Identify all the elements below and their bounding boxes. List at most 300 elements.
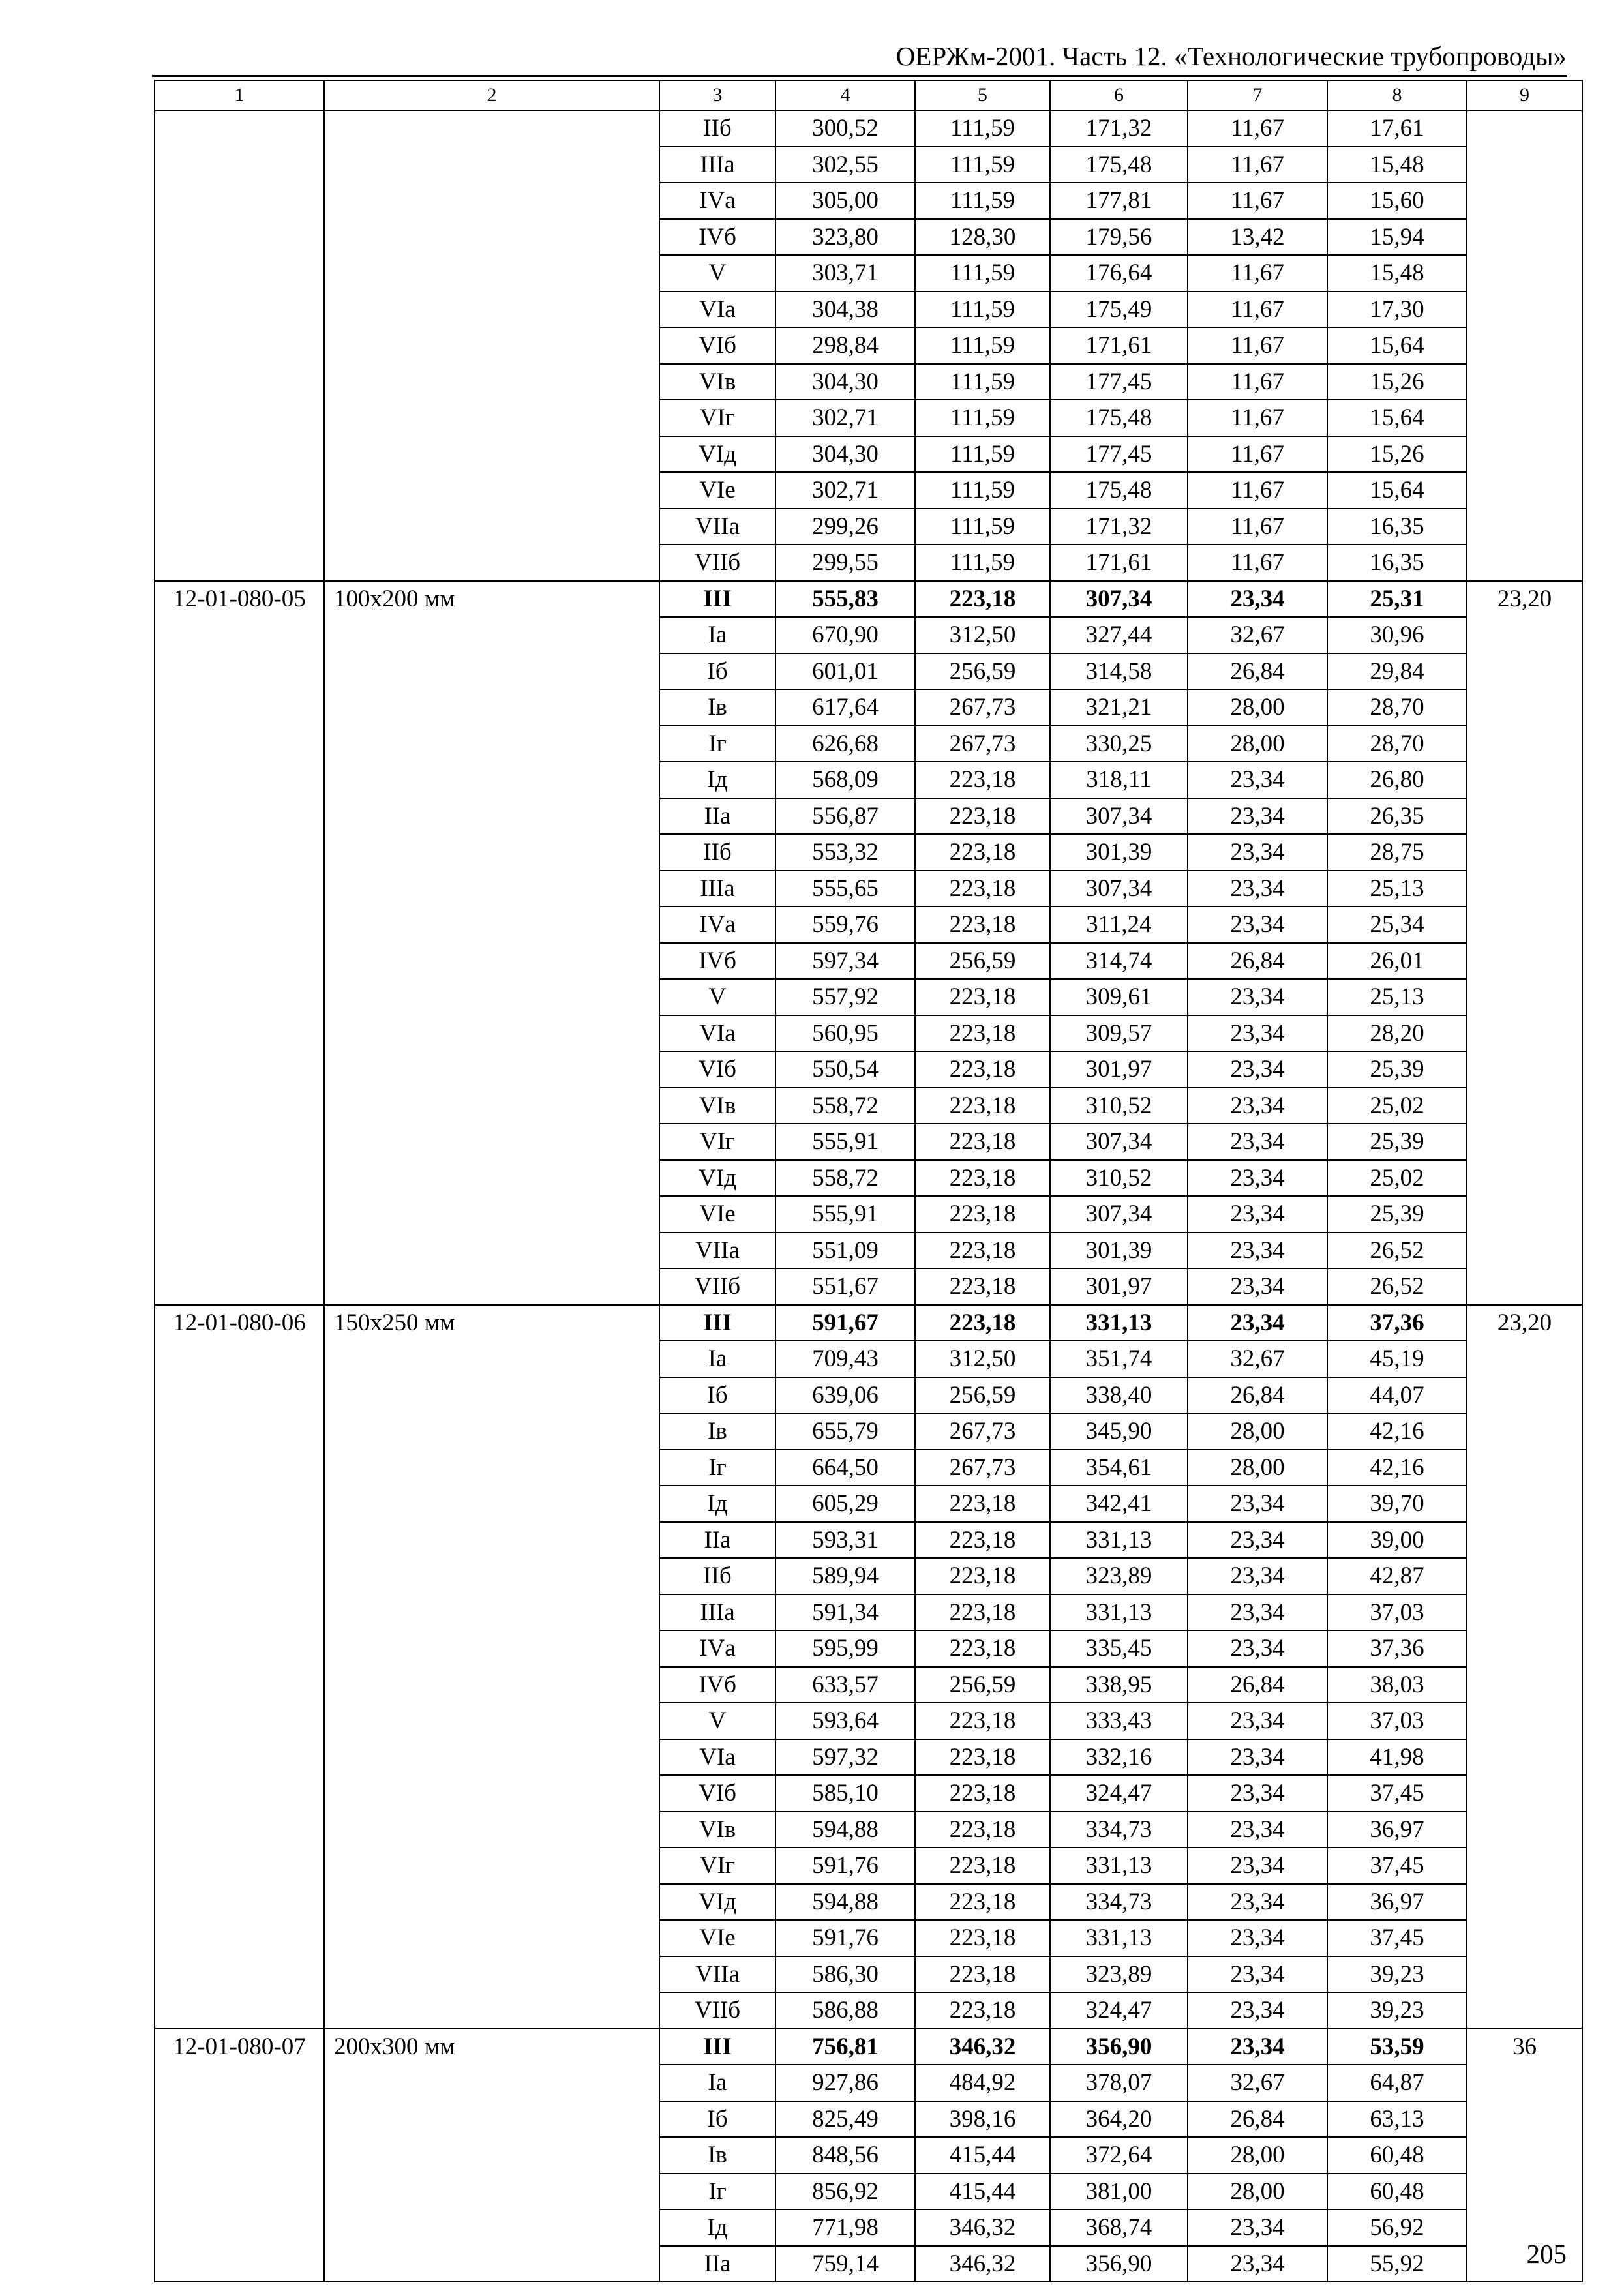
value-cell: 267,73: [915, 689, 1050, 726]
value-cell: 323,89: [1050, 1956, 1188, 1993]
value-cell: 37,36: [1327, 1305, 1467, 1341]
value-cell: 331,13: [1050, 1848, 1188, 1884]
value-cell: 15,94: [1327, 219, 1467, 256]
value-cell: 589,94: [775, 1558, 915, 1594]
value-cell: 848,56: [775, 2137, 915, 2174]
value-cell: 111,59: [915, 183, 1050, 219]
value-cell: 28,00: [1188, 2137, 1327, 2174]
value-cell: 23,34: [1188, 1630, 1327, 1667]
value-cell: 301,39: [1050, 834, 1188, 871]
value-cell: 331,13: [1050, 1920, 1188, 1956]
value-cell: 11,67: [1188, 147, 1327, 183]
value-cell: 330,25: [1050, 726, 1188, 762]
value-cell: 771,98: [775, 2209, 915, 2246]
value-cell: 551,09: [775, 1233, 915, 1269]
value-cell: 591,76: [775, 1848, 915, 1884]
variant-cell: IIа: [659, 1522, 775, 1559]
value-cell: 327,44: [1050, 617, 1188, 653]
col9-cell: 36: [1467, 2029, 1582, 2282]
value-cell: 927,86: [775, 2065, 915, 2101]
value-cell: 111,59: [915, 545, 1050, 581]
value-cell: 23,34: [1188, 2209, 1327, 2246]
value-cell: 11,67: [1188, 255, 1327, 292]
value-cell: 335,45: [1050, 1630, 1188, 1667]
value-cell: 356,90: [1050, 2246, 1188, 2282]
value-cell: 23,34: [1188, 979, 1327, 1015]
value-cell: 301,39: [1050, 1233, 1188, 1269]
value-cell: 26,35: [1327, 798, 1467, 835]
variant-cell: Iб: [659, 1377, 775, 1414]
variant-cell: Iд: [659, 762, 775, 798]
variant-cell: IIа: [659, 2246, 775, 2282]
value-cell: 364,20: [1050, 2101, 1188, 2138]
value-cell: 633,57: [775, 1667, 915, 1703]
value-cell: 372,64: [1050, 2137, 1188, 2174]
value-cell: 28,00: [1188, 1413, 1327, 1450]
variant-cell: V: [659, 1703, 775, 1739]
variant-cell: VIе: [659, 1920, 775, 1956]
value-cell: 664,50: [775, 1450, 915, 1486]
value-cell: 41,98: [1327, 1739, 1467, 1776]
value-cell: 223,18: [915, 906, 1050, 943]
value-cell: 605,29: [775, 1486, 915, 1522]
table-row: [155, 110, 1582, 147]
value-cell: 32,67: [1188, 1341, 1327, 1377]
variant-cell: VIIа: [659, 1233, 775, 1269]
value-cell: 15,26: [1327, 436, 1467, 473]
value-cell: 23,34: [1188, 581, 1327, 618]
value-cell: 223,18: [915, 1703, 1050, 1739]
column-header: 4: [775, 80, 915, 110]
value-cell: 556,87: [775, 798, 915, 835]
value-cell: 756,81: [775, 2029, 915, 2065]
value-cell: 60,48: [1327, 2174, 1467, 2210]
value-cell: 23,34: [1188, 1268, 1327, 1305]
value-cell: 23,34: [1188, 1088, 1327, 1124]
value-cell: 223,18: [915, 871, 1050, 907]
value-cell: 28,20: [1327, 1015, 1467, 1052]
value-cell: 23,34: [1188, 1522, 1327, 1559]
value-cell: 601,01: [775, 653, 915, 690]
value-cell: 267,73: [915, 1413, 1050, 1450]
value-cell: 312,50: [915, 1341, 1050, 1377]
value-cell: 594,88: [775, 1812, 915, 1848]
value-cell: 42,87: [1327, 1558, 1467, 1594]
value-cell: 351,74: [1050, 1341, 1188, 1377]
variant-cell: III: [659, 581, 775, 618]
rate-code-cell: 12-01-080-05: [155, 581, 324, 1305]
variant-cell: IIа: [659, 798, 775, 835]
value-cell: 307,34: [1050, 1196, 1188, 1233]
value-cell: 346,32: [915, 2246, 1050, 2282]
column-header: 6: [1050, 80, 1188, 110]
value-cell: 23,34: [1188, 1884, 1327, 1921]
value-cell: 26,01: [1327, 943, 1467, 980]
value-cell: 223,18: [915, 1992, 1050, 2029]
header-rule: [152, 75, 1567, 77]
value-cell: 307,34: [1050, 1124, 1188, 1160]
value-cell: 26,52: [1327, 1233, 1467, 1269]
value-cell: 17,61: [1327, 110, 1467, 147]
variant-cell: Iа: [659, 617, 775, 653]
value-cell: 223,18: [915, 1739, 1050, 1776]
value-cell: 177,81: [1050, 183, 1188, 219]
value-cell: 36,97: [1327, 1812, 1467, 1848]
column-header: 8: [1327, 80, 1467, 110]
variant-cell: VIд: [659, 436, 775, 473]
value-cell: 267,73: [915, 726, 1050, 762]
value-cell: 23,34: [1188, 1848, 1327, 1884]
value-cell: 26,84: [1188, 653, 1327, 690]
value-cell: 111,59: [915, 147, 1050, 183]
value-cell: 305,00: [775, 183, 915, 219]
value-cell: 23,34: [1188, 1160, 1327, 1197]
value-cell: 311,24: [1050, 906, 1188, 943]
value-cell: 23,34: [1188, 2029, 1327, 2065]
value-cell: 223,18: [915, 1015, 1050, 1052]
value-cell: 32,67: [1188, 2065, 1327, 2101]
value-cell: 378,07: [1050, 2065, 1188, 2101]
value-cell: 44,07: [1327, 1377, 1467, 1414]
value-cell: 23,34: [1188, 1486, 1327, 1522]
value-cell: 23,34: [1188, 1124, 1327, 1160]
value-cell: 111,59: [915, 400, 1050, 436]
value-cell: 346,32: [915, 2209, 1050, 2246]
value-cell: 23,34: [1188, 798, 1327, 835]
value-cell: 37,45: [1327, 1920, 1467, 1956]
value-cell: 28,70: [1327, 689, 1467, 726]
value-cell: 555,65: [775, 871, 915, 907]
value-cell: 558,72: [775, 1160, 915, 1197]
value-cell: 310,52: [1050, 1088, 1188, 1124]
value-cell: 626,68: [775, 726, 915, 762]
value-cell: 23,34: [1188, 1594, 1327, 1631]
value-cell: 23,34: [1188, 1558, 1327, 1594]
variant-cell: VIг: [659, 400, 775, 436]
variant-cell: VIIб: [659, 1992, 775, 2029]
value-cell: 597,34: [775, 943, 915, 980]
value-cell: 331,13: [1050, 1594, 1188, 1631]
value-cell: 301,97: [1050, 1051, 1188, 1088]
value-cell: 223,18: [915, 1630, 1050, 1667]
value-cell: 558,72: [775, 1088, 915, 1124]
value-cell: 23,34: [1188, 1920, 1327, 1956]
value-cell: 301,97: [1050, 1268, 1188, 1305]
value-cell: 23,34: [1188, 1992, 1327, 2029]
value-cell: 37,03: [1327, 1594, 1467, 1631]
value-cell: 398,16: [915, 2101, 1050, 2138]
variant-cell: IIб: [659, 110, 775, 147]
value-cell: 23,34: [1188, 1233, 1327, 1269]
value-cell: 25,02: [1327, 1088, 1467, 1124]
value-cell: 11,67: [1188, 364, 1327, 400]
value-cell: 586,30: [775, 1956, 915, 1993]
value-cell: 332,16: [1050, 1739, 1188, 1776]
value-cell: 267,73: [915, 1450, 1050, 1486]
value-cell: 356,90: [1050, 2029, 1188, 2065]
value-cell: 312,50: [915, 617, 1050, 653]
pipe-size-cell: 150х250 мм: [324, 1305, 659, 2029]
value-cell: 15,48: [1327, 255, 1467, 292]
column-header: 5: [915, 80, 1050, 110]
variant-cell: IIIа: [659, 147, 775, 183]
variant-cell: IIб: [659, 834, 775, 871]
value-cell: 593,31: [775, 1522, 915, 1559]
value-cell: 300,52: [775, 110, 915, 147]
variant-cell: Iа: [659, 1341, 775, 1377]
value-cell: 323,80: [775, 219, 915, 256]
value-cell: 63,13: [1327, 2101, 1467, 2138]
value-cell: 25,39: [1327, 1051, 1467, 1088]
value-cell: 302,55: [775, 147, 915, 183]
value-cell: 37,03: [1327, 1703, 1467, 1739]
value-cell: 303,71: [775, 255, 915, 292]
variant-cell: IVб: [659, 219, 775, 256]
value-cell: 171,32: [1050, 110, 1188, 147]
value-cell: 175,48: [1050, 400, 1188, 436]
value-cell: 223,18: [915, 1522, 1050, 1559]
table-row: [155, 2029, 1582, 2065]
variant-cell: IVб: [659, 943, 775, 980]
value-cell: 177,45: [1050, 364, 1188, 400]
value-cell: 368,74: [1050, 2209, 1188, 2246]
variant-cell: VIIа: [659, 509, 775, 545]
value-cell: 639,06: [775, 1377, 915, 1414]
variant-cell: VIг: [659, 1848, 775, 1884]
variant-cell: Iа: [659, 2065, 775, 2101]
column-header-row: [155, 80, 1582, 110]
value-cell: 555,83: [775, 581, 915, 618]
value-cell: 323,89: [1050, 1558, 1188, 1594]
value-cell: 591,76: [775, 1920, 915, 1956]
variant-cell: VIа: [659, 292, 775, 328]
pipe-size-cell: 200х300 мм: [324, 2029, 659, 2282]
value-cell: 11,67: [1188, 292, 1327, 328]
rate-code-cell: 12-01-080-06: [155, 1305, 324, 2029]
value-cell: 223,18: [915, 1124, 1050, 1160]
value-cell: 11,67: [1188, 327, 1327, 364]
table-row: [155, 581, 1582, 618]
variant-cell: VIIа: [659, 1956, 775, 1993]
value-cell: 559,76: [775, 906, 915, 943]
rate-code-cell: 12-01-080-07: [155, 2029, 324, 2282]
variant-cell: V: [659, 255, 775, 292]
value-cell: 324,47: [1050, 1992, 1188, 2029]
value-cell: 16,35: [1327, 509, 1467, 545]
value-cell: 309,57: [1050, 1015, 1188, 1052]
value-cell: 597,32: [775, 1739, 915, 1776]
value-cell: 331,13: [1050, 1305, 1188, 1341]
value-cell: 37,45: [1327, 1848, 1467, 1884]
value-cell: 28,00: [1188, 2174, 1327, 2210]
value-cell: 299,55: [775, 545, 915, 581]
value-cell: 256,59: [915, 1377, 1050, 1414]
value-cell: 28,00: [1188, 726, 1327, 762]
value-cell: 11,67: [1188, 110, 1327, 147]
variant-cell: VIIб: [659, 545, 775, 581]
value-cell: 415,44: [915, 2137, 1050, 2174]
value-cell: 759,14: [775, 2246, 915, 2282]
value-cell: 568,09: [775, 762, 915, 798]
value-cell: 11,67: [1188, 509, 1327, 545]
value-cell: 555,91: [775, 1124, 915, 1160]
value-cell: 591,67: [775, 1305, 915, 1341]
value-cell: 298,84: [775, 327, 915, 364]
variant-cell: VIб: [659, 1051, 775, 1088]
variant-cell: III: [659, 2029, 775, 2065]
value-cell: 175,48: [1050, 147, 1188, 183]
value-cell: 15,26: [1327, 364, 1467, 400]
column-header: 1: [155, 80, 324, 110]
variant-cell: VIа: [659, 1015, 775, 1052]
value-cell: 856,92: [775, 2174, 915, 2210]
value-cell: 25,39: [1327, 1196, 1467, 1233]
value-cell: 223,18: [915, 1812, 1050, 1848]
variant-cell: Iд: [659, 1486, 775, 1522]
value-cell: 28,00: [1188, 689, 1327, 726]
value-cell: 15,60: [1327, 183, 1467, 219]
value-cell: 585,10: [775, 1775, 915, 1812]
value-cell: 484,92: [915, 2065, 1050, 2101]
variant-cell: Iд: [659, 2209, 775, 2246]
value-cell: 39,70: [1327, 1486, 1467, 1522]
value-cell: 128,30: [915, 219, 1050, 256]
value-cell: 551,67: [775, 1268, 915, 1305]
variant-cell: VIIб: [659, 1268, 775, 1305]
value-cell: 111,59: [915, 255, 1050, 292]
value-cell: 171,61: [1050, 327, 1188, 364]
value-cell: 310,52: [1050, 1160, 1188, 1197]
value-cell: 111,59: [915, 472, 1050, 509]
value-cell: 334,73: [1050, 1884, 1188, 1921]
value-cell: 30,96: [1327, 617, 1467, 653]
value-cell: 595,99: [775, 1630, 915, 1667]
value-cell: 223,18: [915, 1775, 1050, 1812]
value-cell: 331,13: [1050, 1522, 1188, 1559]
value-cell: 256,59: [915, 1667, 1050, 1703]
variant-cell: III: [659, 1305, 775, 1341]
value-cell: 318,11: [1050, 762, 1188, 798]
variant-cell: Iв: [659, 1413, 775, 1450]
value-cell: 342,41: [1050, 1486, 1188, 1522]
value-cell: 11,67: [1188, 436, 1327, 473]
value-cell: 304,30: [775, 436, 915, 473]
table-row: [155, 1305, 1582, 1341]
variant-cell: VIд: [659, 1160, 775, 1197]
value-cell: 324,47: [1050, 1775, 1188, 1812]
page-number: 205: [1526, 2239, 1567, 2269]
value-cell: 617,64: [775, 689, 915, 726]
value-cell: 223,18: [915, 1160, 1050, 1197]
value-cell: 176,64: [1050, 255, 1188, 292]
value-cell: 223,18: [915, 1884, 1050, 1921]
value-cell: 42,16: [1327, 1413, 1467, 1450]
value-cell: 223,18: [915, 1051, 1050, 1088]
value-cell: 309,61: [1050, 979, 1188, 1015]
value-cell: 15,48: [1327, 147, 1467, 183]
variant-cell: IVа: [659, 1630, 775, 1667]
value-cell: 25,13: [1327, 871, 1467, 907]
column-header: 9: [1467, 80, 1582, 110]
variant-cell: VIв: [659, 364, 775, 400]
value-cell: 345,90: [1050, 1413, 1188, 1450]
variant-cell: IIб: [659, 1558, 775, 1594]
value-cell: 13,42: [1188, 219, 1327, 256]
variant-cell: Iв: [659, 2137, 775, 2174]
value-cell: 38,03: [1327, 1667, 1467, 1703]
value-cell: 26,52: [1327, 1268, 1467, 1305]
value-cell: 223,18: [915, 762, 1050, 798]
value-cell: 334,73: [1050, 1812, 1188, 1848]
variant-cell: VIв: [659, 1088, 775, 1124]
pipe-size-cell: [324, 110, 659, 581]
value-cell: 111,59: [915, 110, 1050, 147]
value-cell: 553,32: [775, 834, 915, 871]
variant-cell: Iг: [659, 726, 775, 762]
value-cell: 64,87: [1327, 2065, 1467, 2101]
value-cell: 42,16: [1327, 1450, 1467, 1486]
value-cell: 25,31: [1327, 581, 1467, 618]
variant-cell: VIв: [659, 1812, 775, 1848]
value-cell: 223,18: [915, 979, 1050, 1015]
value-cell: 223,18: [915, 798, 1050, 835]
value-cell: 314,74: [1050, 943, 1188, 980]
variant-cell: IIIа: [659, 871, 775, 907]
value-cell: 304,30: [775, 364, 915, 400]
value-cell: 11,67: [1188, 545, 1327, 581]
value-cell: 381,00: [1050, 2174, 1188, 2210]
rates-table: [154, 80, 1583, 2282]
value-cell: 111,59: [915, 436, 1050, 473]
value-cell: 15,64: [1327, 472, 1467, 509]
value-cell: 179,56: [1050, 219, 1188, 256]
value-cell: 223,18: [915, 1196, 1050, 1233]
value-cell: 171,32: [1050, 509, 1188, 545]
value-cell: 299,26: [775, 509, 915, 545]
value-cell: 25,34: [1327, 906, 1467, 943]
value-cell: 36,97: [1327, 1884, 1467, 1921]
value-cell: 591,34: [775, 1594, 915, 1631]
pipe-size-cell: 100х200 мм: [324, 581, 659, 1305]
page-header: ОЕРЖм-2001. Часть 12. «Технологические трубопроводы»: [895, 41, 1567, 71]
value-cell: 111,59: [915, 327, 1050, 364]
value-cell: 23,34: [1188, 906, 1327, 943]
value-cell: 670,90: [775, 617, 915, 653]
value-cell: 23,34: [1188, 1812, 1327, 1848]
value-cell: 32,67: [1188, 617, 1327, 653]
value-cell: 223,18: [915, 1233, 1050, 1269]
value-cell: 223,18: [915, 1088, 1050, 1124]
value-cell: 23,34: [1188, 762, 1327, 798]
col9-cell: 23,20: [1467, 581, 1582, 1305]
value-cell: 338,95: [1050, 1667, 1188, 1703]
value-cell: 177,45: [1050, 436, 1188, 473]
variant-cell: IVа: [659, 183, 775, 219]
value-cell: 39,00: [1327, 1522, 1467, 1559]
value-cell: 223,18: [915, 1956, 1050, 1993]
value-cell: 29,84: [1327, 653, 1467, 690]
value-cell: 223,18: [915, 581, 1050, 618]
value-cell: 338,40: [1050, 1377, 1188, 1414]
col9-cell: [1467, 110, 1582, 581]
value-cell: 15,64: [1327, 400, 1467, 436]
value-cell: 28,70: [1327, 726, 1467, 762]
value-cell: 39,23: [1327, 1956, 1467, 1993]
value-cell: 302,71: [775, 472, 915, 509]
value-cell: 307,34: [1050, 798, 1188, 835]
column-header: 2: [324, 80, 659, 110]
value-cell: 321,21: [1050, 689, 1188, 726]
